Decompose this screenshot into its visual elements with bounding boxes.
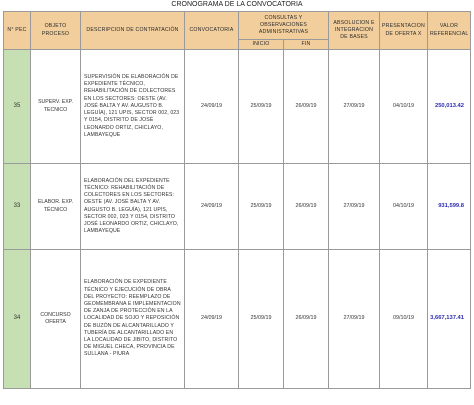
header-objeto: OBJETO PROCESO [31, 12, 81, 50]
table-row [4, 250, 471, 389]
table-row [4, 50, 471, 164]
row-num: 33 [4, 164, 31, 250]
row-inicio: 25/09/19 [239, 250, 284, 389]
header-consultas: CONSULTAS Y OBSERVACIONES ADMINISTRATIVAS [239, 12, 329, 40]
header-valor: VALOR REFERENCIAL [428, 12, 471, 50]
row-presentacion: 04/10/19 [380, 50, 428, 164]
header-fin: FIN [284, 40, 329, 50]
row-num: 35 [4, 50, 31, 164]
row-descripcion: SUPERVISIÓN DE ELABORACIÓN DE EXPEDIENTE TÉCNICO, REHABILITACIÓN DE COLECTORES EN LOS SECTORES: OESTE (AV. JOSÉ BALTA Y AV. AUGUSTO B. LEGUÍA), 121 UPIS, SECTOR 002, 023 Y 0154, DISTRITO DE JOSÉ LEONARDO ORTIZ, CHICLAYO, LAMBAYEQUE [81, 50, 185, 164]
header-descripcion: DESCRIPCION DE CONTRATACIÓN [81, 12, 185, 50]
row-absolucion: 27/09/19 [329, 50, 380, 164]
row-objeto: CONCURSO OFERTA [31, 250, 81, 389]
row-presentacion: 04/10/19 [380, 164, 428, 250]
header-presentacion: PRESENTACION DE OFERTA X [380, 12, 428, 50]
row-convocatoria: 24/09/19 [185, 50, 239, 164]
row-convocatoria: 24/09/19 [185, 164, 239, 250]
row-fin: 26/09/19 [284, 250, 329, 389]
row-convocatoria: 24/09/19 [185, 250, 239, 389]
schedule-table [3, 11, 471, 389]
row-objeto: ELABOR. EXP. TÉCNICO [31, 164, 81, 250]
row-descripcion: ELABORACIÓN DE EXPEDIENTE TÉCNICO Y EJECUCIÓN DE OBRA DEL PROYECTO: REEMPLAZO DE GEOMEMBRANA E IMPLEMENTACION DE ZANJA DE PROTECCIÓN EN LA LOCALIDAD DE SOJO Y REPOSICIÓN DE BUZÓN DE ALCANTARILLADO Y TUBERÍA DE ALCANTARILLADO EN LA LOCALIDAD DE JIBITO, DISTRITO DE MIGUEL CHECA, PROVINCIA DE SULLANA - PIURA [81, 250, 185, 389]
row-num: 34 [4, 250, 31, 389]
row-presentacion: 09/10/19 [380, 250, 428, 389]
row-descripcion: ELABORACIÓN DEL EXPEDIENTE TÉCNICO: REHABILITACIÓN DE COLECTORES EN LOS SECTORES: OESTE (AV. JOSÉ BALTA Y AV. AUGUSTO B. LEGUÍA), 121 UPIS, SECTOR 002, 023 Y 0154, DISTRITO JOSÉ LEONARDO ORTIZ, CHICLAYO, LAMBAYEQUE [81, 164, 185, 250]
row-fin: 26/09/19 [284, 164, 329, 250]
header-inicio: INICIO [239, 40, 284, 50]
header-num: N° PEC [4, 12, 31, 50]
row-valor: 250,013.42 [428, 50, 471, 164]
row-objeto: SUPERV. EXP. TECNICO [31, 50, 81, 164]
row-absolucion: 27/09/19 [329, 164, 380, 250]
header-absolucion: ABSOLUCION E INTEGRACION DE BASES [329, 12, 380, 50]
schedule-title: CRONOGRAMA DE LA CONVOCATORIA [171, 1, 303, 8]
table-row [4, 164, 471, 250]
row-fin: 26/09/19 [284, 50, 329, 164]
row-absolucion: 27/09/19 [329, 250, 380, 389]
header-convocatoria: CONVOCATORIA [185, 12, 239, 50]
row-inicio: 25/09/19 [239, 164, 284, 250]
row-valor: 931,599.8 [428, 164, 471, 250]
row-inicio: 25/09/19 [239, 50, 284, 164]
row-valor: 3,667,137.41 [428, 250, 471, 389]
